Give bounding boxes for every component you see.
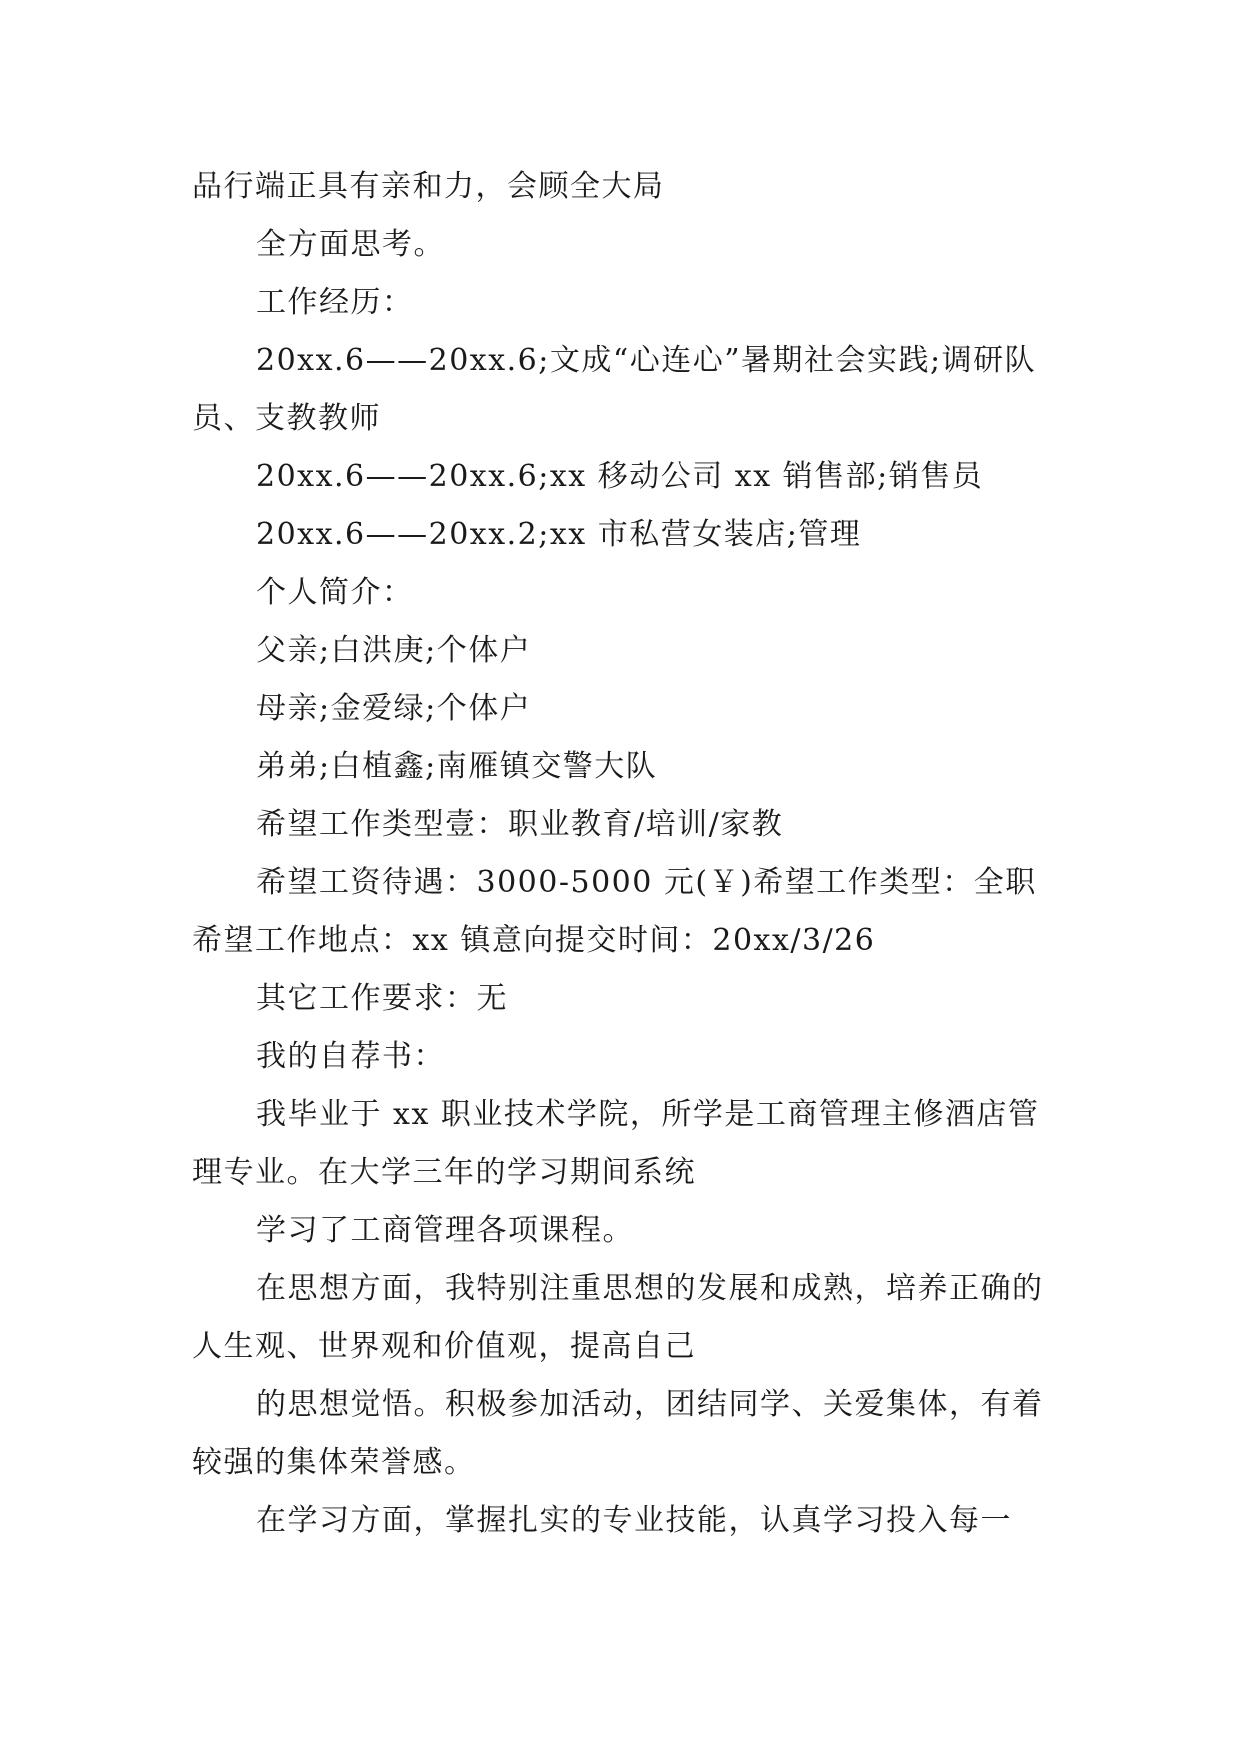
paragraph: 的思想觉悟。积极参加活动，团结同学、关爱集体，有着较强的集体荣誉感。 [192,1387,1044,1480]
work-entry: 20xx.6——20xx.2;xx 市私营女装店;管理 [256,517,862,552]
family-entry: 父亲;白洪庚;个体户 [256,633,532,668]
paragraph: 学习了工商管理各项课程。 [256,1213,634,1248]
section-heading-profile: 个人简介： [256,575,414,610]
paragraph: 全方面思考。 [256,227,445,262]
paragraph: 在思想方面，我特别注重思想的发展和成熟，培养正确的人生观、世界观和价值观，提高自己 [192,1271,1044,1364]
desired-salary-and-location: 希望工资待遇：3000-5000 元(￥)希望工作类型：全职希望工作地点：xx 镇意向提交时间：20xx/3/26 [192,865,1037,958]
family-entry: 弟弟;白植鑫;南雁镇交警大队 [256,749,658,784]
other-requirements: 其它工作要求：无 [256,981,508,1016]
section-heading-work-experience: 工作经历： [256,285,414,320]
desired-job-type: 希望工作类型壹：职业教育/培训/家教 [256,807,784,842]
work-entry: 20xx.6——20xx.6;xx 移动公司 xx 销售部;销售员 [256,459,984,494]
document-page [192,158,1062,1550]
work-entry: 20xx.6——20xx.6;文成“心连心”暑期社会实践;调研队员、支教教师 [192,343,1037,436]
paragraph: 在学习方面，掌握扎实的专业技能，认真学习投入每一 [256,1503,1012,1538]
paragraph: 品行端正具有亲和力，会顾全大局 [192,169,665,204]
family-entry: 母亲;金爱绿;个体户 [256,691,532,726]
paragraph: 我毕业于 xx 职业技术学院，所学是工商管理主修酒店管理专业。在大学三年的学习期间系统 [192,1097,1040,1190]
section-heading-self-recommendation: 我的自荐书： [256,1039,445,1074]
